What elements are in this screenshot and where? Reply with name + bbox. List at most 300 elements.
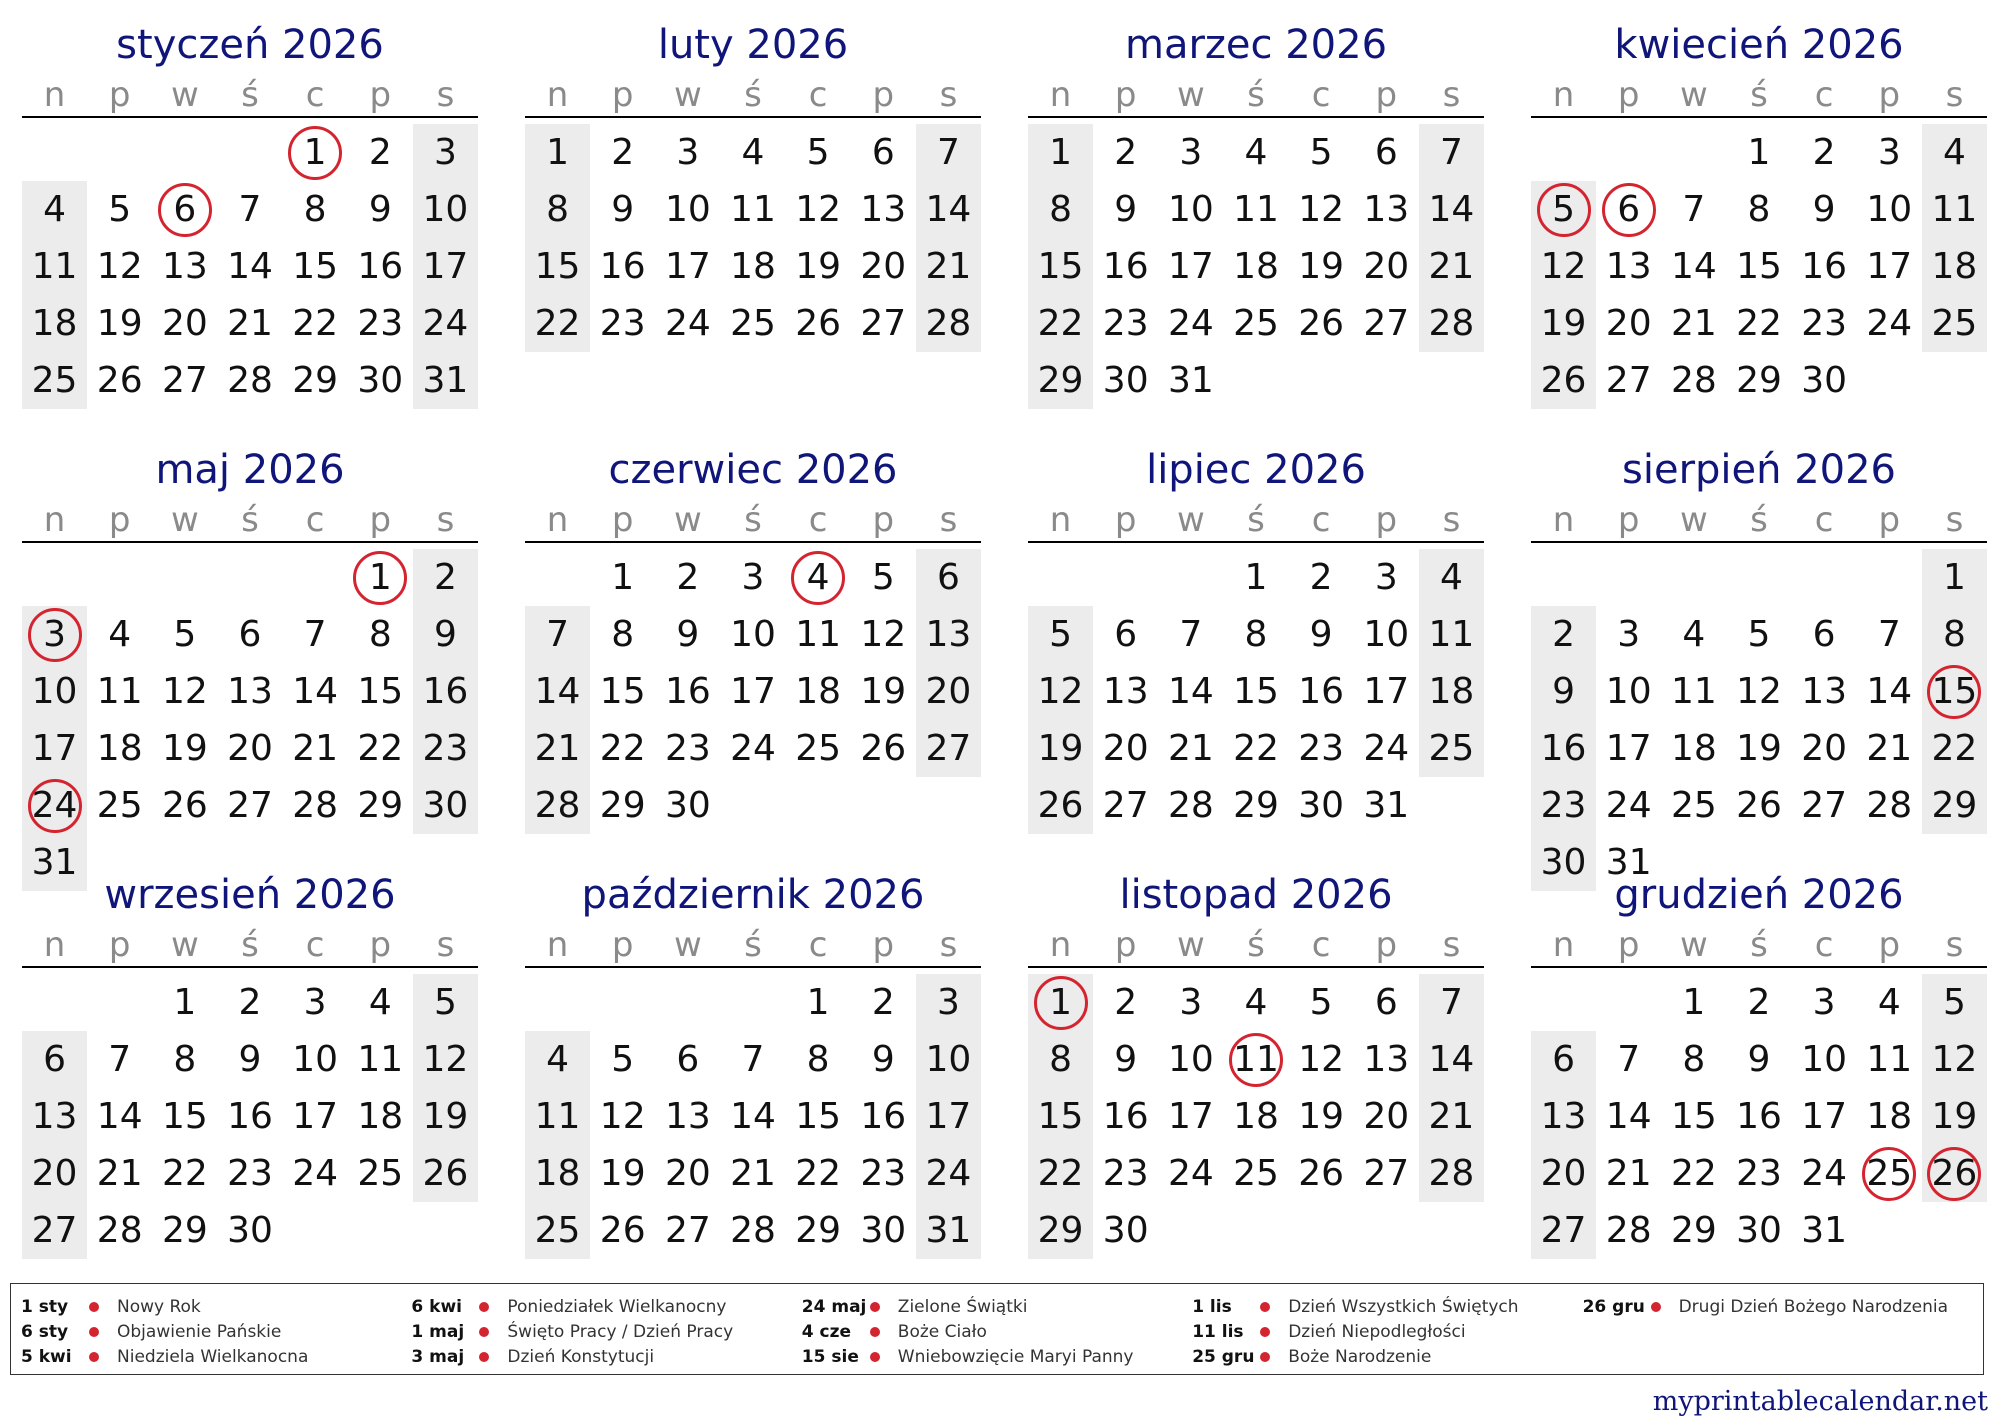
day-cell[interactable]: 30 — [357, 360, 404, 401]
day-cell[interactable]: 28 — [1670, 360, 1717, 401]
day-cell[interactable]: 11 — [357, 1039, 404, 1080]
day-cell[interactable]: 24 — [413, 295, 478, 352]
day-cell[interactable]: 21 — [1167, 728, 1214, 769]
day-cell[interactable]: 9 — [1114, 189, 1138, 230]
day-cell[interactable]: 28 — [1167, 785, 1214, 826]
day-cell[interactable]: 17 — [916, 1088, 981, 1145]
day-cell[interactable]: 19 — [1922, 1088, 1987, 1145]
day-cell[interactable]: 26 — [1736, 785, 1782, 826]
day-cell[interactable]: 25 — [525, 1202, 590, 1259]
day-cell[interactable]: 8 — [303, 189, 327, 230]
day-cell[interactable]: 21 — [292, 728, 339, 769]
day-cell[interactable]: 24 — [1866, 303, 1913, 344]
day-cell[interactable]: 10 — [1801, 1039, 1848, 1080]
day-cell[interactable]: 6 — [916, 549, 981, 606]
day-cell[interactable]: 7 — [1179, 614, 1203, 655]
day-cell[interactable]: 28 — [525, 777, 590, 834]
day-cell[interactable]: 20 — [1102, 728, 1149, 769]
day-cell[interactable]: 13 — [227, 671, 273, 712]
day-cell[interactable]: 17 — [1866, 246, 1913, 287]
day-cell[interactable]: 19 — [1298, 1096, 1345, 1137]
day-cell[interactable]: 15 — [1028, 238, 1093, 295]
day-cell[interactable]: 11 — [1866, 1039, 1913, 1080]
day-cell[interactable]: 29 — [1736, 360, 1782, 401]
day-cell[interactable]: 7 — [1617, 1039, 1641, 1080]
day-cell[interactable]: 15 — [161, 1096, 208, 1137]
day-cell[interactable]: 1 — [1244, 557, 1268, 598]
day-cell[interactable]: 10 — [1167, 189, 1214, 230]
day-cell[interactable]: 6 — [871, 132, 895, 173]
day-cell[interactable]: 31 — [413, 352, 478, 409]
day-cell[interactable]: 26 — [795, 303, 842, 344]
day-cell[interactable]: 12 — [795, 189, 842, 230]
day-cell[interactable]: 30 — [664, 785, 711, 826]
day-cell[interactable]: 5 — [413, 974, 478, 1031]
day-cell[interactable]: 23 — [1298, 728, 1345, 769]
day-cell[interactable]: 3 — [1179, 982, 1203, 1023]
day-cell[interactable]: 20 — [22, 1145, 87, 1202]
day-cell[interactable]: 1 — [283, 124, 348, 181]
day-cell[interactable]: 3 — [1617, 614, 1641, 655]
day-cell[interactable]: 17 — [22, 720, 87, 777]
day-cell[interactable]: 13 — [1363, 1039, 1410, 1080]
day-cell[interactable]: 25 — [795, 728, 842, 769]
day-cell[interactable]: 7 — [1682, 189, 1706, 230]
day-cell[interactable]: 12 — [1736, 671, 1782, 712]
day-cell[interactable]: 3 — [1374, 557, 1398, 598]
day-cell[interactable]: 23 — [227, 1153, 273, 1194]
day-cell[interactable]: 8 — [1682, 1039, 1706, 1080]
day-cell[interactable]: 23 — [1531, 777, 1596, 834]
day-cell[interactable]: 16 — [664, 671, 711, 712]
day-cell[interactable]: 17 — [1605, 728, 1652, 769]
day-cell[interactable]: 30 — [413, 777, 478, 834]
day-cell[interactable]: 13 — [1531, 1088, 1596, 1145]
day-cell[interactable]: 18 — [525, 1145, 590, 1202]
day-cell[interactable]: 25 — [730, 303, 776, 344]
day-cell[interactable]: 5 — [173, 614, 197, 655]
day-cell[interactable]: 30 — [1736, 1210, 1782, 1251]
day-cell[interactable]: 6 — [1374, 982, 1398, 1023]
day-cell[interactable]: 2 — [1114, 982, 1138, 1023]
day-cell[interactable]: 30 — [1531, 834, 1596, 891]
day-cell[interactable]: 4 — [1419, 549, 1484, 606]
day-cell[interactable]: 14 — [1605, 1096, 1652, 1137]
day-cell[interactable]: 9 — [1309, 614, 1333, 655]
day-cell[interactable]: 13 — [1102, 671, 1149, 712]
day-cell[interactable]: 3 — [22, 606, 87, 663]
day-cell[interactable]: 21 — [1670, 303, 1717, 344]
day-cell[interactable]: 8 — [1922, 606, 1987, 663]
day-cell[interactable]: 29 — [292, 360, 339, 401]
day-cell[interactable]: 22 — [292, 303, 339, 344]
day-cell[interactable]: 12 — [1298, 1039, 1345, 1080]
day-cell[interactable]: 14 — [1670, 246, 1717, 287]
day-cell[interactable]: 9 — [1747, 1039, 1771, 1080]
day-cell[interactable]: 4 — [1682, 614, 1706, 655]
day-cell[interactable]: 6 — [152, 181, 217, 238]
day-cell[interactable]: 24 — [292, 1153, 339, 1194]
day-cell[interactable]: 7 — [916, 124, 981, 181]
day-cell[interactable]: 22 — [525, 295, 590, 352]
day-cell[interactable]: 28 — [730, 1210, 776, 1251]
day-cell[interactable]: 3 — [1812, 982, 1836, 1023]
day-cell[interactable]: 7 — [1419, 124, 1484, 181]
day-cell[interactable]: 6 — [1531, 1031, 1596, 1088]
day-cell[interactable]: 18 — [795, 671, 842, 712]
day-cell[interactable]: 1 — [173, 982, 197, 1023]
day-cell[interactable]: 23 — [413, 720, 478, 777]
day-cell[interactable]: 29 — [1670, 1210, 1717, 1251]
day-cell[interactable]: 20 — [1801, 728, 1848, 769]
day-cell[interactable]: 16 — [227, 1096, 273, 1137]
day-cell[interactable]: 6 — [22, 1031, 87, 1088]
day-cell[interactable]: 3 — [741, 557, 765, 598]
day-cell[interactable]: 23 — [1801, 303, 1848, 344]
day-cell[interactable]: 20 — [1605, 303, 1652, 344]
day-cell[interactable]: 21 — [525, 720, 590, 777]
day-cell[interactable]: 27 — [1363, 303, 1410, 344]
day-cell[interactable]: 2 — [871, 982, 895, 1023]
day-cell[interactable]: 30 — [860, 1210, 907, 1251]
day-cell[interactable]: 12 — [1531, 238, 1596, 295]
day-cell[interactable]: 4 — [1244, 132, 1268, 173]
day-cell[interactable]: 28 — [227, 360, 273, 401]
day-cell[interactable]: 16 — [413, 663, 478, 720]
day-cell[interactable]: 3 — [676, 132, 700, 173]
day-cell[interactable]: 4 — [1877, 982, 1901, 1023]
day-cell[interactable]: 24 — [730, 728, 776, 769]
day-cell[interactable]: 31 — [916, 1202, 981, 1259]
day-cell[interactable]: 11 — [96, 671, 143, 712]
day-cell[interactable]: 19 — [795, 246, 842, 287]
day-cell[interactable]: 16 — [1102, 1096, 1149, 1137]
day-cell[interactable]: 12 — [161, 671, 208, 712]
day-cell[interactable]: 29 — [1922, 777, 1987, 834]
day-cell[interactable]: 20 — [1363, 1096, 1410, 1137]
day-cell[interactable]: 20 — [916, 663, 981, 720]
day-cell[interactable]: 23 — [1102, 1153, 1149, 1194]
day-cell[interactable]: 2 — [1309, 557, 1333, 598]
day-cell[interactable]: 21 — [1866, 728, 1913, 769]
day-cell[interactable]: 7 — [1877, 614, 1901, 655]
day-cell[interactable]: 2 — [368, 132, 392, 173]
day-cell[interactable]: 11 — [22, 238, 87, 295]
day-cell[interactable]: 27 — [1801, 785, 1848, 826]
day-cell[interactable]: 5 — [108, 189, 132, 230]
day-cell[interactable]: 25 — [96, 785, 143, 826]
day-cell[interactable]: 25 — [1419, 720, 1484, 777]
day-cell[interactable]: 10 — [292, 1039, 339, 1080]
day-cell[interactable]: 19 — [161, 728, 208, 769]
day-cell[interactable]: 21 — [730, 1153, 776, 1194]
day-cell[interactable]: 15 — [599, 671, 646, 712]
day-cell[interactable]: 15 — [1028, 1088, 1093, 1145]
day-cell[interactable]: 15 — [795, 1096, 842, 1137]
day-cell[interactable]: 25 — [1857, 1145, 1922, 1202]
day-cell[interactable]: 20 — [161, 303, 208, 344]
day-cell[interactable]: 12 — [413, 1031, 478, 1088]
day-cell[interactable]: 23 — [1736, 1153, 1782, 1194]
day-cell[interactable]: 14 — [1866, 671, 1913, 712]
day-cell[interactable]: 26 — [413, 1145, 478, 1202]
day-cell[interactable]: 18 — [730, 246, 776, 287]
day-cell[interactable]: 22 — [1233, 728, 1279, 769]
day-cell[interactable]: 18 — [1670, 728, 1717, 769]
day-cell[interactable]: 14 — [1419, 181, 1484, 238]
day-cell[interactable]: 10 — [1363, 614, 1410, 655]
day-cell[interactable]: 23 — [599, 303, 646, 344]
day-cell[interactable]: 3 — [413, 124, 478, 181]
day-cell[interactable]: 1 — [1682, 982, 1706, 1023]
day-cell[interactable]: 14 — [1167, 671, 1214, 712]
day-cell[interactable]: 8 — [806, 1039, 830, 1080]
day-cell[interactable]: 29 — [1028, 352, 1093, 409]
day-cell[interactable]: 5 — [1922, 974, 1987, 1031]
day-cell[interactable]: 8 — [1747, 189, 1771, 230]
day-cell[interactable]: 18 — [22, 295, 87, 352]
day-cell[interactable]: 1 — [1747, 132, 1771, 173]
day-cell[interactable]: 26 — [96, 360, 143, 401]
day-cell[interactable]: 9 — [238, 1039, 262, 1080]
day-cell[interactable]: 22 — [161, 1153, 208, 1194]
day-cell[interactable]: 26 — [860, 728, 907, 769]
day-cell[interactable]: 6 — [676, 1039, 700, 1080]
day-cell[interactable]: 19 — [599, 1153, 646, 1194]
day-cell[interactable]: 22 — [1670, 1153, 1717, 1194]
day-cell[interactable]: 25 — [1670, 785, 1717, 826]
day-cell[interactable]: 9 — [1114, 1039, 1138, 1080]
day-cell[interactable]: 8 — [525, 181, 590, 238]
day-cell[interactable]: 26 — [1298, 1153, 1345, 1194]
day-cell[interactable]: 14 — [730, 1096, 776, 1137]
day-cell[interactable]: 11 — [795, 614, 842, 655]
day-cell[interactable]: 5 — [611, 1039, 635, 1080]
day-cell[interactable]: 4 — [525, 1031, 590, 1088]
day-cell[interactable]: 27 — [1363, 1153, 1410, 1194]
day-cell[interactable]: 21 — [96, 1153, 143, 1194]
day-cell[interactable]: 31 — [22, 834, 87, 891]
day-cell[interactable]: 27 — [1531, 1202, 1596, 1259]
day-cell[interactable]: 9 — [1531, 663, 1596, 720]
day-cell[interactable]: 23 — [357, 303, 404, 344]
day-cell[interactable]: 8 — [1028, 181, 1093, 238]
day-cell[interactable]: 2 — [1114, 132, 1138, 173]
day-cell[interactable]: 23 — [860, 1153, 907, 1194]
day-cell[interactable]: 13 — [860, 189, 907, 230]
day-cell[interactable]: 7 — [525, 606, 590, 663]
day-cell[interactable]: 24 — [1167, 1153, 1214, 1194]
day-cell[interactable]: 12 — [860, 614, 907, 655]
day-cell[interactable]: 19 — [413, 1088, 478, 1145]
day-cell[interactable]: 5 — [1747, 614, 1771, 655]
day-cell[interactable]: 19 — [1028, 720, 1093, 777]
day-cell[interactable]: 30 — [1102, 360, 1149, 401]
day-cell[interactable]: 10 — [1167, 1039, 1214, 1080]
day-cell[interactable]: 22 — [1028, 295, 1093, 352]
day-cell[interactable]: 7 — [238, 189, 262, 230]
day-cell[interactable]: 22 — [1736, 303, 1782, 344]
day-cell[interactable]: 1 — [348, 549, 413, 606]
day-cell[interactable]: 15 — [1670, 1096, 1717, 1137]
day-cell[interactable]: 29 — [795, 1210, 842, 1251]
day-cell[interactable]: 29 — [357, 785, 404, 826]
day-cell[interactable]: 10 — [1866, 189, 1913, 230]
day-cell[interactable]: 27 — [1102, 785, 1149, 826]
day-cell[interactable]: 8 — [1028, 1031, 1093, 1088]
day-cell[interactable]: 24 — [1167, 303, 1214, 344]
day-cell[interactable]: 3 — [916, 974, 981, 1031]
day-cell[interactable]: 28 — [1419, 1145, 1484, 1202]
day-cell[interactable]: 24 — [664, 303, 711, 344]
day-cell[interactable]: 25 — [1233, 303, 1279, 344]
day-cell[interactable]: 5 — [871, 557, 895, 598]
day-cell[interactable]: 1 — [611, 557, 635, 598]
site-footer[interactable]: myprintablecalendar.net — [1652, 1386, 1988, 1417]
day-cell[interactable]: 11 — [1419, 606, 1484, 663]
day-cell[interactable]: 18 — [1866, 1096, 1913, 1137]
day-cell[interactable]: 4 — [1244, 982, 1268, 1023]
day-cell[interactable]: 6 — [1114, 614, 1138, 655]
day-cell[interactable]: 3 — [303, 982, 327, 1023]
day-cell[interactable]: 28 — [1605, 1210, 1652, 1251]
day-cell[interactable]: 20 — [860, 246, 907, 287]
day-cell[interactable]: 23 — [1102, 303, 1149, 344]
day-cell[interactable]: 7 — [1419, 974, 1484, 1031]
day-cell[interactable]: 14 — [96, 1096, 143, 1137]
day-cell[interactable]: 11 — [1233, 189, 1279, 230]
day-cell[interactable]: 13 — [1605, 246, 1652, 287]
day-cell[interactable]: 17 — [664, 246, 711, 287]
day-cell[interactable]: 26 — [1028, 777, 1093, 834]
day-cell[interactable]: 8 — [368, 614, 392, 655]
day-cell[interactable]: 15 — [357, 671, 404, 712]
day-cell[interactable]: 15 — [1922, 663, 1987, 720]
day-cell[interactable]: 10 — [916, 1031, 981, 1088]
day-cell[interactable]: 19 — [1298, 246, 1345, 287]
day-cell[interactable]: 11 — [1922, 181, 1987, 238]
day-cell[interactable]: 8 — [611, 614, 635, 655]
day-cell[interactable]: 28 — [916, 295, 981, 352]
day-cell[interactable]: 19 — [860, 671, 907, 712]
day-cell[interactable]: 2 — [1531, 606, 1596, 663]
day-cell[interactable]: 1 — [806, 982, 830, 1023]
day-cell[interactable]: 15 — [1736, 246, 1782, 287]
day-cell[interactable]: 15 — [292, 246, 339, 287]
day-cell[interactable]: 30 — [1102, 1210, 1149, 1251]
day-cell[interactable]: 17 — [1363, 671, 1410, 712]
day-cell[interactable]: 7 — [303, 614, 327, 655]
day-cell[interactable]: 4 — [368, 982, 392, 1023]
day-cell[interactable]: 25 — [357, 1153, 404, 1194]
day-cell[interactable]: 1 — [1028, 974, 1093, 1031]
day-cell[interactable]: 26 — [1298, 303, 1345, 344]
day-cell[interactable]: 19 — [1531, 295, 1596, 352]
day-cell[interactable]: 14 — [916, 181, 981, 238]
day-cell[interactable]: 6 — [1374, 132, 1398, 173]
day-cell[interactable]: 9 — [368, 189, 392, 230]
day-cell[interactable]: 9 — [611, 189, 635, 230]
day-cell[interactable]: 20 — [1363, 246, 1410, 287]
day-cell[interactable]: 4 — [108, 614, 132, 655]
day-cell[interactable]: 8 — [1244, 614, 1268, 655]
day-cell[interactable]: 15 — [525, 238, 590, 295]
day-cell[interactable]: 4 — [741, 132, 765, 173]
day-cell[interactable]: 27 — [916, 720, 981, 777]
day-cell[interactable]: 24 — [22, 777, 87, 834]
day-cell[interactable]: 9 — [871, 1039, 895, 1080]
day-cell[interactable]: 26 — [599, 1210, 646, 1251]
day-cell[interactable]: 17 — [1167, 246, 1214, 287]
day-cell[interactable]: 2 — [238, 982, 262, 1023]
day-cell[interactable]: 16 — [357, 246, 404, 287]
day-cell[interactable]: 16 — [1736, 1096, 1782, 1137]
day-cell[interactable]: 27 — [860, 303, 907, 344]
day-cell[interactable]: 13 — [916, 606, 981, 663]
day-cell[interactable]: 20 — [664, 1153, 711, 1194]
day-cell[interactable]: 15 — [1233, 671, 1279, 712]
day-cell[interactable]: 18 — [96, 728, 143, 769]
day-cell[interactable]: 18 — [1233, 246, 1279, 287]
day-cell[interactable]: 22 — [357, 728, 404, 769]
day-cell[interactable]: 17 — [413, 238, 478, 295]
day-cell[interactable]: 24 — [1363, 728, 1410, 769]
day-cell[interactable]: 31 — [1605, 842, 1652, 883]
day-cell[interactable]: 21 — [1419, 1088, 1484, 1145]
day-cell[interactable]: 18 — [1419, 663, 1484, 720]
day-cell[interactable]: 24 — [916, 1145, 981, 1202]
day-cell[interactable]: 6 — [1812, 614, 1836, 655]
day-cell[interactable]: 1 — [1028, 124, 1093, 181]
day-cell[interactable]: 7 — [108, 1039, 132, 1080]
day-cell[interactable]: 21 — [1605, 1153, 1652, 1194]
day-cell[interactable]: 17 — [1167, 1096, 1214, 1137]
day-cell[interactable]: 11 — [1223, 1031, 1288, 1088]
day-cell[interactable]: 2 — [676, 557, 700, 598]
day-cell[interactable]: 29 — [161, 1210, 208, 1251]
day-cell[interactable]: 18 — [1233, 1096, 1279, 1137]
day-cell[interactable]: 14 — [525, 663, 590, 720]
day-cell[interactable]: 31 — [1167, 360, 1214, 401]
day-cell[interactable]: 11 — [525, 1088, 590, 1145]
day-cell[interactable]: 10 — [22, 663, 87, 720]
day-cell[interactable]: 30 — [1298, 785, 1345, 826]
day-cell[interactable]: 12 — [1922, 1031, 1987, 1088]
day-cell[interactable]: 13 — [161, 246, 208, 287]
day-cell[interactable]: 23 — [664, 728, 711, 769]
day-cell[interactable]: 25 — [1922, 295, 1987, 352]
day-cell[interactable]: 22 — [1922, 720, 1987, 777]
day-cell[interactable]: 29 — [599, 785, 646, 826]
day-cell[interactable]: 9 — [1812, 189, 1836, 230]
day-cell[interactable]: 10 — [1605, 671, 1652, 712]
day-cell[interactable]: 9 — [413, 606, 478, 663]
day-cell[interactable]: 10 — [730, 614, 776, 655]
day-cell[interactable]: 24 — [1801, 1153, 1848, 1194]
day-cell[interactable]: 16 — [1102, 246, 1149, 287]
day-cell[interactable]: 5 — [1531, 181, 1596, 238]
day-cell[interactable]: 13 — [22, 1088, 87, 1145]
day-cell[interactable]: 1 — [1922, 549, 1987, 606]
day-cell[interactable]: 5 — [1309, 132, 1333, 173]
day-cell[interactable]: 16 — [599, 246, 646, 287]
day-cell[interactable]: 16 — [1298, 671, 1345, 712]
day-cell[interactable]: 3 — [1179, 132, 1203, 173]
day-cell[interactable]: 12 — [96, 246, 143, 287]
day-cell[interactable]: 6 — [238, 614, 262, 655]
day-cell[interactable]: 12 — [1298, 189, 1345, 230]
day-cell[interactable]: 10 — [664, 189, 711, 230]
